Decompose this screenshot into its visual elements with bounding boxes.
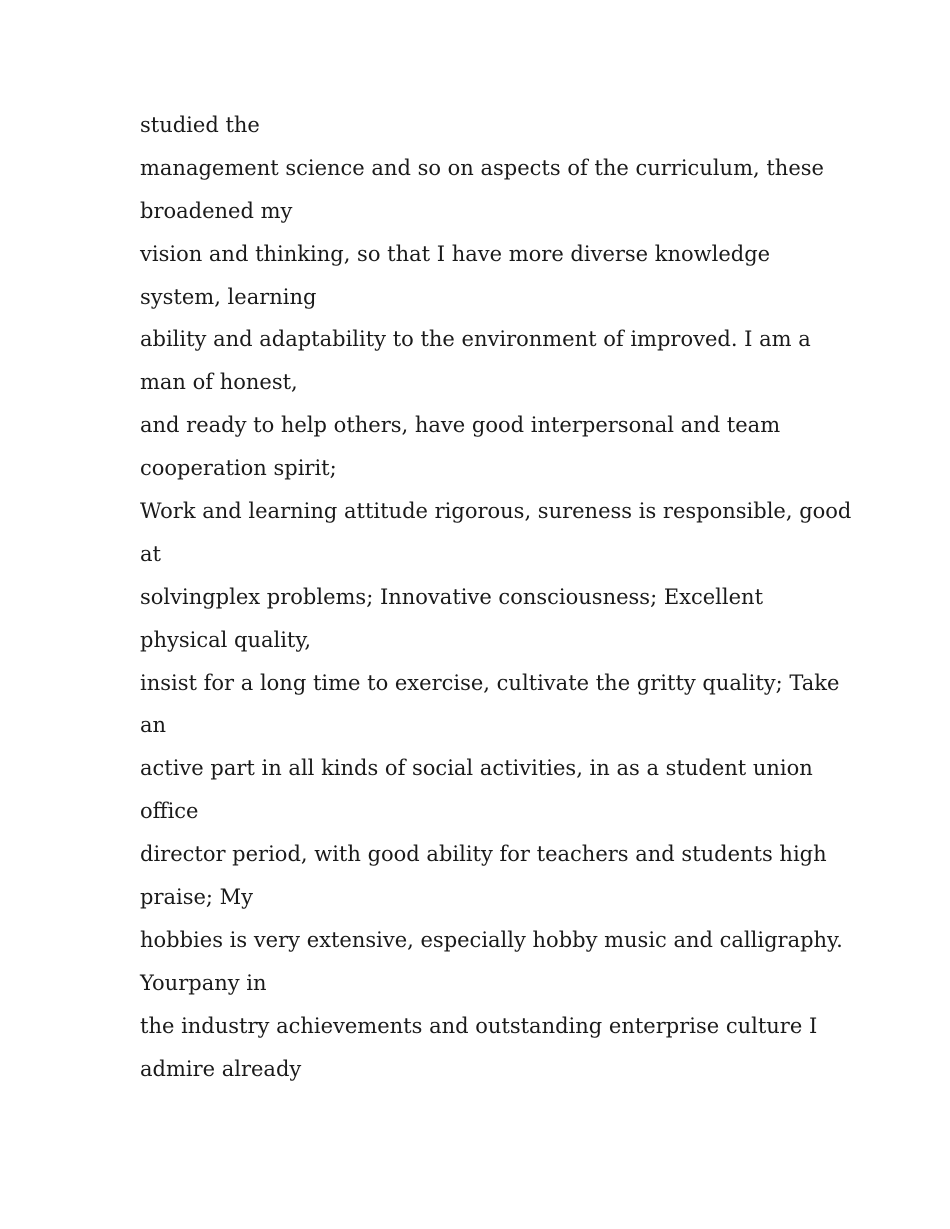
document-body-text xyxy=(140,104,852,1090)
text-line: hobbies is very extensive, especially hobby music and calligraphy. xyxy=(140,927,843,952)
text-line: vision and thinking, so that I have more diverse knowledge xyxy=(140,241,771,266)
text-line: studied the xyxy=(140,113,260,137)
text-line: active part in all kinds of social activities, in as a student union xyxy=(140,756,813,781)
text-line: praise; My xyxy=(140,885,254,910)
text-line: man of honest, xyxy=(140,370,298,395)
text-line: Work and learning attitude rigorous, sureness is responsible, good xyxy=(140,499,852,524)
text-line: director period, with good ability for teachers and students high xyxy=(140,842,827,867)
text-line: management science and so on aspects of the curriculum, these xyxy=(140,155,824,180)
text-line: office xyxy=(140,799,199,824)
text-line: physical quality, xyxy=(140,627,312,652)
text-line: insist for a long time to exercise, cultivate the gritty quality; Take xyxy=(140,670,840,695)
text-line: solvingplex problems; Innovative consciousness; Excellent xyxy=(140,584,764,609)
text-line: cooperation spirit; xyxy=(140,456,337,481)
text-line: broadened my xyxy=(140,198,293,223)
text-line: system, learning xyxy=(140,284,317,309)
text-line: admire already xyxy=(140,1056,302,1081)
text-line: and ready to help others, have good interpersonal and team xyxy=(140,413,781,438)
text-line: an xyxy=(140,713,167,738)
text-line: Yourpany in xyxy=(140,970,267,995)
text-line: the industry achievements and outstanding enterprise culture I xyxy=(140,1013,818,1038)
text-line: at xyxy=(140,541,161,566)
text-line: ability and adaptability to the environment of improved. I am a xyxy=(140,327,811,352)
